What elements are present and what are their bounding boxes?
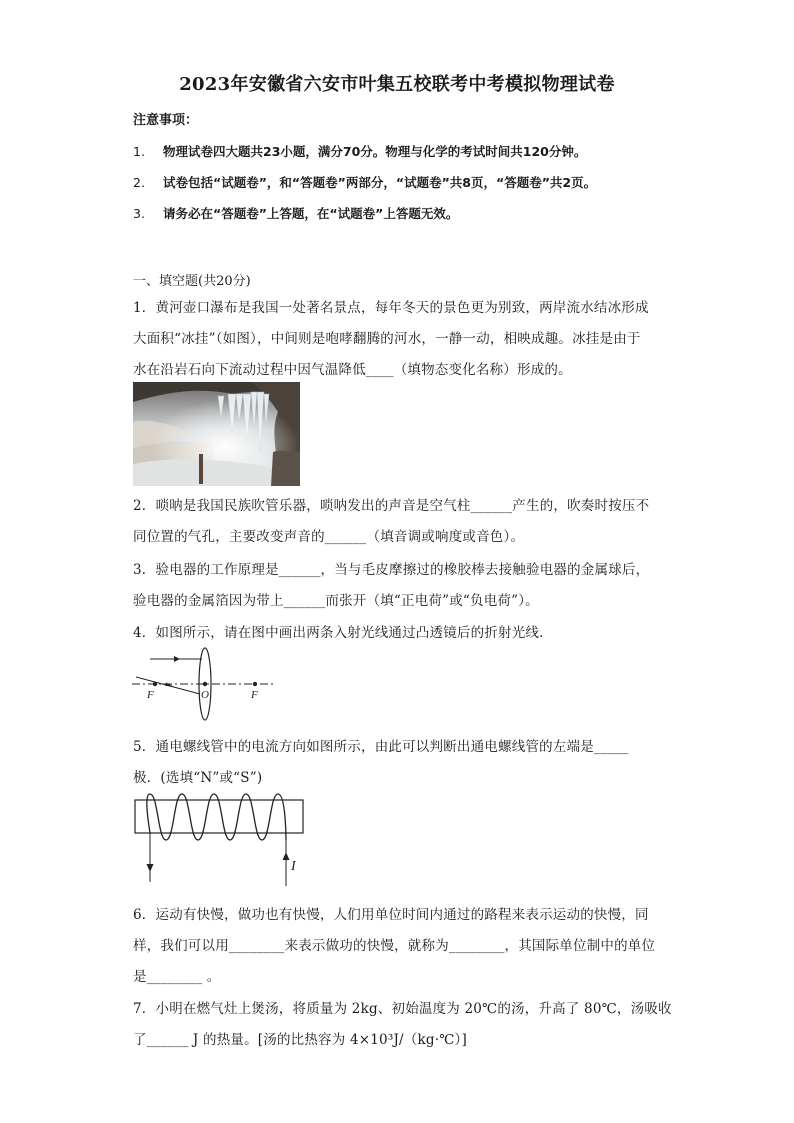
question-line: 样，我们可以用________来表示做功的快慢，就称为________，其国际单位制中的单位 [133, 938, 656, 954]
focus-label-left: F [147, 689, 154, 701]
focus-point-left [153, 682, 157, 686]
question-line: 大面积“冰挂”（如图），中间则是咆哮翻腾的河水，一静一动，相映成趣。冰挂是由于 [133, 331, 641, 347]
arrow-up-icon [283, 852, 290, 860]
center-label: O [201, 689, 209, 701]
question-line: 1．黄河壶口瀑布是我国一处著名景点，每年冬天的景色更为别致，两岸流水结冰形成 [133, 300, 649, 316]
notice-number: 2. [133, 175, 145, 190]
notice-text: 请务必在“答题卷”上答题，在“试题卷”上答题无效。 [163, 206, 459, 221]
notice-item [133, 142, 586, 160]
arrow-down-icon [147, 864, 154, 872]
notice-text: 试卷包括“试题卷”，和“答题卷”两部分，“试题卷”共8页，“答题卷”共2页。 [163, 175, 597, 190]
notice-heading: 注意事项： [133, 113, 199, 128]
question-line: 7．小明在燃气灶上煲汤，将质量为 2kg、初始温度为 20℃的汤，升高了 80℃，汤吸收 [133, 1001, 672, 1017]
question-line: 是________ 。 [133, 969, 221, 985]
question-line: 了______ J 的热量。[汤的比热容为 4×10³J/（kg·℃）] [133, 1032, 467, 1048]
arrow-icon [174, 656, 180, 662]
question-line: 3．验电器的工作原理是______，当与毛皮摩擦过的橡胶棒去接触验电器的金属球后， [133, 562, 650, 578]
notice-number: 3. [133, 206, 145, 221]
question-line: 5．通电螺线管中的电流方向如图所示，由此可以判断出通电螺线管的左端是_____ [133, 739, 629, 755]
notice-number: 1. [133, 144, 145, 159]
notice-item [133, 204, 458, 222]
page-title: 2023年安徽省六安市叶集五校联考中考模拟物理试卷 [179, 74, 615, 95]
convex-lens-diagram [130, 644, 280, 726]
question-line: 4．如图所示，请在图中画出两条入射光线通过凸透镜后的折射光线． [133, 625, 553, 641]
section-heading: 一、填空题(共20分) [133, 274, 251, 289]
question-line: 6．运动有快慢，做功也有快慢，人们用单位时间内通过的路程来表示运动的快慢，同 [133, 907, 649, 923]
question-line: 水在沿岩石向下流动过程中因气温降低____（填物态变化名称）形成的。 [133, 362, 572, 378]
question-line: 2．唢呐是我国民族吹管乐器，唢呐发出的声音是空气柱______产生的，吹奏时按压不 [133, 498, 650, 514]
focus-point-right [253, 682, 257, 686]
focus-label-right: F [251, 689, 258, 701]
solenoid-diagram [130, 790, 310, 894]
question-line: 极．(选填“N”或“S”) [133, 770, 263, 786]
notice-text: 物理试卷四大题共23小题，满分70分。物理与化学的考试时间共120分钟。 [163, 144, 587, 159]
question-line: 同位置的气孔，主要改变声音的______（填音调或响度或音色）。 [133, 529, 525, 545]
current-label: I [291, 859, 296, 874]
optical-center [203, 682, 207, 686]
question-line: 验电器的金属箔因为带上______而张开（填“正电荷”或“负电荷”）。 [133, 593, 539, 609]
notice-item [133, 173, 596, 191]
ice-waterfall-photo [133, 382, 300, 486]
